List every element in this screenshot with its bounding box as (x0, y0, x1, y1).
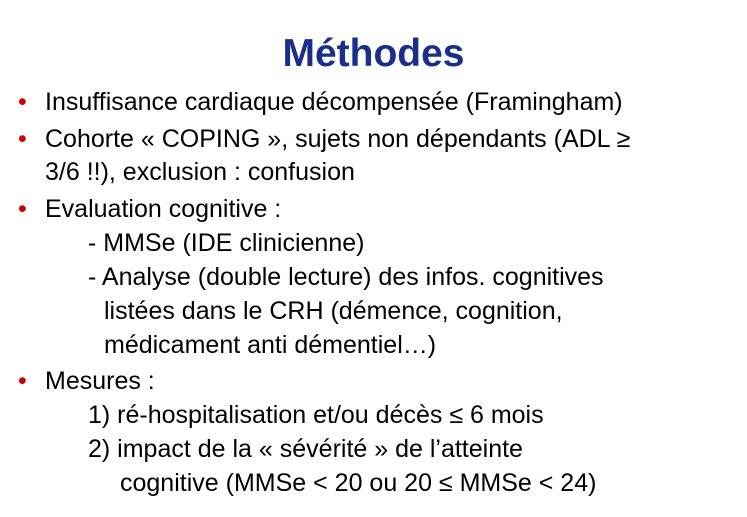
bullet-marker: • (18, 88, 27, 116)
sub-item-text-continuation: cognitive (MMSe < 20 ou 20 ≤ MMSe < 24) (120, 469, 597, 497)
bullet-text: Evaluation cognitive : (45, 195, 282, 223)
bullet-text: Mesures : (45, 367, 155, 395)
bullet-marker: • (18, 367, 27, 395)
sub-item-text: 2) impact de la « sévérité » de l’atteinte (88, 435, 523, 463)
bullet-text-continuation: 3/6 !!), exclusion : confusion (45, 158, 355, 186)
sub-item-text: - MMSe (IDE clinicienne) (88, 229, 365, 257)
bullet-marker: • (18, 125, 27, 153)
slide-title: Méthodes (282, 32, 465, 75)
bullet-marker: • (18, 195, 27, 223)
bullet-text: Insuffisance cardiaque décompensée (Framingham) (45, 88, 623, 116)
sub-item-text-continuation: médicament anti démentiel…) (104, 331, 437, 359)
sub-item-text: 1) ré-hospitalisation et/ou décès ≤ 6 mois (88, 401, 544, 429)
bullet-text: Cohorte « COPING », sujets non dépendants (ADL ≥ (45, 125, 631, 153)
sub-item-text-continuation: listées dans le CRH (démence, cognition, (104, 297, 563, 325)
sub-item-text: - Analyse (double lecture) des infos. cognitives (88, 263, 604, 291)
